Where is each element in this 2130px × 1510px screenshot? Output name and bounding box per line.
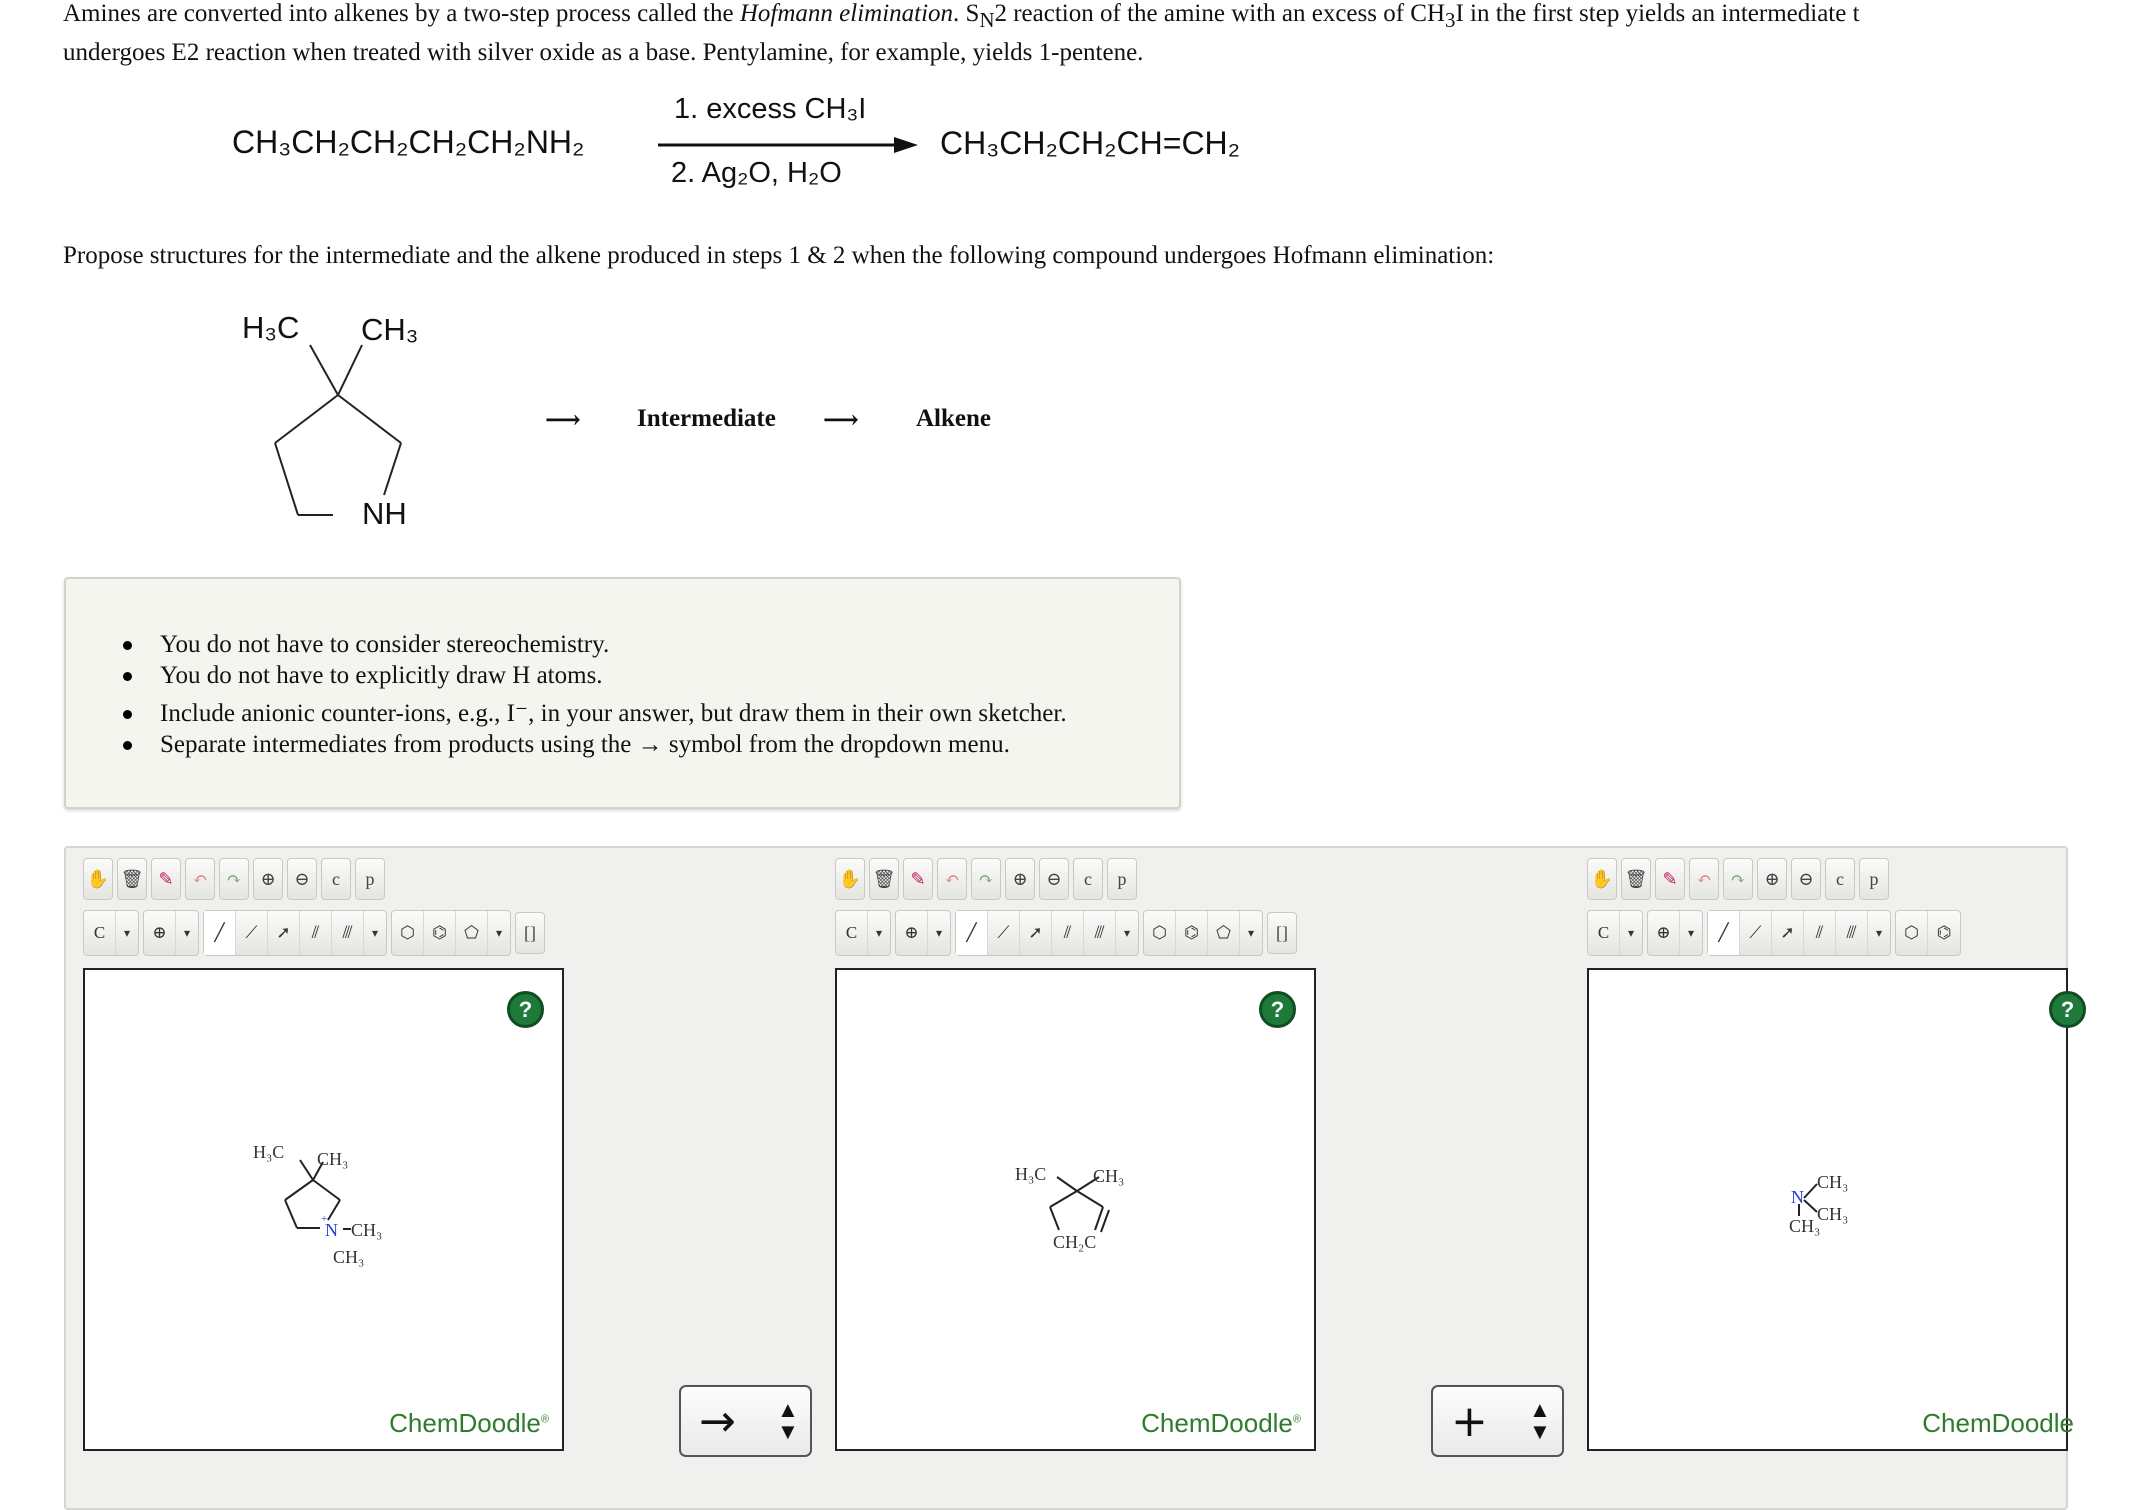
hand-icon[interactable]: ✋ <box>1587 858 1617 900</box>
bond-selector[interactable] <box>1707 910 1891 956</box>
double-bond-icon[interactable]: ⫽ <box>1804 911 1836 955</box>
clear-icon[interactable]: 🗑 <box>117 858 147 900</box>
sketcher-2 <box>818 848 1551 1498</box>
chevron-down-icon[interactable]: ▾ <box>1875 925 1883 940</box>
sketcher-1 <box>66 848 799 1498</box>
reaction-step-1: 1. excess CH₃I <box>674 93 867 125</box>
atom-label: CH₂C <box>1053 1232 1097 1252</box>
atom-label: CH₃ <box>333 1247 365 1267</box>
element-button[interactable]: C <box>1588 911 1620 955</box>
element-selector[interactable] <box>835 910 891 956</box>
wedge-bond-icon[interactable]: ⟋ <box>236 911 268 955</box>
charge-icon[interactable]: ⊕ <box>1648 911 1680 955</box>
sketcher-canvas[interactable] <box>1587 968 2075 1451</box>
charge-selector[interactable] <box>895 910 951 956</box>
clear-icon[interactable]: 🗑 <box>1621 858 1651 900</box>
bold-bond-icon[interactable]: ➚ <box>268 911 300 955</box>
atom-label: CH₃ <box>317 1149 349 1169</box>
paste-icon[interactable]: p <box>1859 858 1889 900</box>
sketcher-canvas[interactable] <box>835 968 1316 1451</box>
redo-icon[interactable]: ↷ <box>219 858 249 900</box>
triple-bond-icon[interactable]: ⫻ <box>332 911 364 955</box>
clean-icon[interactable]: c <box>1073 858 1103 900</box>
chevron-down-icon[interactable]: ▾ <box>1123 925 1131 940</box>
atom-label: CH₃ <box>1093 1166 1125 1186</box>
updown-arrows-icon: ▲ ▼ <box>1529 1397 1551 1444</box>
redo-icon[interactable]: ↷ <box>971 858 1001 900</box>
double-bond-icon[interactable]: ⫽ <box>1052 911 1084 955</box>
sketcher-toolbar-bottom <box>83 910 545 956</box>
undo-icon[interactable]: ↶ <box>1689 858 1719 900</box>
clean-icon[interactable]: c <box>1825 858 1855 900</box>
sketcher-toolbar-bottom <box>1587 910 1961 956</box>
sketcher-toolbar-top <box>835 858 1137 900</box>
chevron-down-icon[interactable]: ▾ <box>1627 925 1635 940</box>
compound-label-ch3: CH₃ <box>361 312 419 347</box>
chevron-down-icon[interactable]: ▾ <box>1247 925 1255 940</box>
intro-line-1: Amines are converted into alkenes by a two-step process called the Hofmann elimination. $S_N2$ reaction of the amine with an excess of $CH_3I$ in the first step yields an intermediate t <box>63 0 1860 32</box>
paste-icon[interactable]: p <box>1107 858 1137 900</box>
atom-label: CH₃ <box>1817 1204 1849 1224</box>
charge-icon[interactable]: ⊕ <box>896 911 928 955</box>
chemdoodle-brand: ChemDoodle® <box>1141 1408 1301 1438</box>
flow-intermediate: Intermediate <box>637 405 776 432</box>
atom-label: CH₃ <box>1789 1216 1821 1236</box>
paste-icon[interactable]: p <box>355 858 385 900</box>
triple-bond-icon[interactable]: ⫻ <box>1084 911 1116 955</box>
benzene-icon[interactable]: ⌬ <box>1176 911 1208 955</box>
updown-arrows-icon: ▲ ▼ <box>777 1397 799 1444</box>
separator-select-1[interactable] <box>679 1385 812 1457</box>
note-item: Separate intermediates from products using the → symbol from the dropdown menu. <box>123 729 1067 760</box>
hexagon-icon[interactable]: ⬡ <box>1896 911 1928 955</box>
triple-bond-icon[interactable]: ⫻ <box>1836 911 1868 955</box>
atom-label-nitrogen: N <box>1791 1187 1804 1207</box>
separator-select-2[interactable] <box>1431 1385 1564 1457</box>
charge-selector[interactable] <box>1647 910 1703 956</box>
benzene-icon[interactable]: ⌬ <box>1936 923 1952 942</box>
bold-bond-icon[interactable]: ➚ <box>1772 911 1804 955</box>
hand-icon[interactable]: ✋ <box>835 858 865 900</box>
zoom-in-icon[interactable]: ⊕ <box>1005 858 1035 900</box>
single-bond-icon[interactable]: ╱ <box>204 911 236 955</box>
chevron-down-icon[interactable]: ▾ <box>935 925 943 940</box>
note-item: You do not have to explicitly draw H atoms. <box>123 660 1067 691</box>
eraser-icon[interactable]: ✎ <box>903 858 933 900</box>
element-button[interactable]: C <box>84 911 116 955</box>
flow-alkene: Alkene <box>916 405 991 432</box>
element-selector[interactable] <box>83 910 139 956</box>
separator-value: + <box>1451 1395 1488 1447</box>
atom-label: CH₃ <box>351 1220 383 1240</box>
element-selector[interactable] <box>1587 910 1643 956</box>
atom-label: CH₃ <box>1817 1172 1849 1192</box>
charge-icon[interactable]: ⊕ <box>144 911 176 955</box>
ring-selector[interactable] <box>1143 910 1263 956</box>
intro-line-2: undergoes E2 reaction when treated with silver oxide as a base. Pentylamine, for example, yields 1-pentene. <box>63 39 1144 66</box>
zoom-out-icon[interactable]: ⊖ <box>287 858 317 900</box>
molecule-drawing <box>837 970 1314 1449</box>
double-bond-icon[interactable]: ⫽ <box>300 911 332 955</box>
atom-label-nitrogen: N <box>325 1220 338 1240</box>
sketcher-toolbar-top <box>1587 858 1889 900</box>
ring-selector[interactable] <box>391 910 511 956</box>
zoom-in-icon[interactable]: ⊕ <box>1757 858 1787 900</box>
clean-icon[interactable]: c <box>321 858 351 900</box>
example-reactant: CH₃CH₂CH₂CH₂CH₂NH₂ <box>232 124 585 160</box>
chemdoodle-brand: ChemDoodle® <box>389 1408 549 1438</box>
help-icon[interactable]: ? <box>507 991 544 1028</box>
note-item: You do not have to consider stereochemistry. <box>123 629 1067 660</box>
reaction-step-2: 2. Ag₂O, H₂O <box>671 157 842 189</box>
sketcher-toolbar-bottom <box>835 910 1297 956</box>
flow-arrow-1: ⟶ <box>545 407 581 434</box>
instructions-box <box>64 577 1181 809</box>
reaction-arrow <box>658 133 918 157</box>
chevron-down-icon[interactable]: ▾ <box>123 925 131 940</box>
sketcher-canvas[interactable] <box>83 968 564 1451</box>
note-item: Include anionic counter-ions, e.g., I⁻, in your answer, but draw them in their own sketcher. <box>123 698 1067 729</box>
chemdoodle-brand: ChemDoodle <box>1922 1408 2074 1438</box>
compound-label-nh: NH <box>362 496 407 531</box>
undo-icon[interactable]: ↶ <box>185 858 215 900</box>
molecule-drawing <box>85 970 562 1449</box>
single-bond-icon[interactable]: ╱ <box>956 911 988 955</box>
redo-icon[interactable]: ↷ <box>1723 858 1753 900</box>
chevron-down-icon[interactable]: ▾ <box>875 925 883 940</box>
molecule-drawing <box>1589 970 2066 1449</box>
clear-icon[interactable]: 🗑 <box>869 858 899 900</box>
sketcher-3 <box>1570 848 2130 1498</box>
zoom-in-icon[interactable]: ⊕ <box>253 858 283 900</box>
help-icon[interactable]: ? <box>1259 991 1296 1028</box>
atom-label: H₃C <box>1015 1164 1047 1184</box>
pentagon-icon[interactable]: ⬠ <box>1208 911 1240 955</box>
chevron-down-icon[interactable]: ▾ <box>1687 925 1695 940</box>
charge-selector[interactable] <box>143 910 199 956</box>
hand-icon[interactable]: ✋ <box>83 858 113 900</box>
bond-selector[interactable] <box>203 910 387 956</box>
eraser-icon[interactable]: ✎ <box>151 858 181 900</box>
benzene-icon[interactable]: ⌬ <box>424 911 456 955</box>
question-text: Propose structures for the intermediate and the alkene produced in steps 1 & 2 when the following compound undergoes Hofmann elimination: <box>63 242 1495 269</box>
sketcher-toolbar-top <box>83 858 385 900</box>
chevron-down-icon[interactable]: ▾ <box>183 925 191 940</box>
help-icon[interactable]: ? <box>2049 991 2086 1028</box>
wedge-bond-icon[interactable]: ⟋ <box>988 911 1020 955</box>
chevron-down-icon[interactable]: ▾ <box>495 925 503 940</box>
zoom-out-icon[interactable]: ⊖ <box>1039 858 1069 900</box>
bold-bond-icon[interactable]: ➚ <box>1020 911 1052 955</box>
bond-selector[interactable] <box>955 910 1139 956</box>
ring-selector[interactable] <box>1895 910 1961 956</box>
zoom-out-icon[interactable]: ⊖ <box>1791 858 1821 900</box>
hexagon-icon[interactable]: ⬡ <box>392 911 424 955</box>
separator-value: → <box>699 1395 736 1447</box>
hexagon-icon[interactable]: ⬡ <box>1144 911 1176 955</box>
single-bond-icon[interactable]: ╱ <box>1708 911 1740 955</box>
element-button[interactable]: C <box>836 911 868 955</box>
example-product: CH₃CH₂CH₂CH=CH₂ <box>940 125 1241 161</box>
bracket-button[interactable]: [] <box>515 912 545 954</box>
charge-label: + <box>321 1213 328 1225</box>
eraser-icon[interactable]: ✎ <box>1655 858 1685 900</box>
chevron-down-icon[interactable]: ▾ <box>371 925 379 940</box>
wedge-bond-icon[interactable]: ⟋ <box>1740 911 1772 955</box>
compound-label-h3c: H₃C <box>242 310 300 345</box>
atom-label: H₃C <box>253 1142 285 1162</box>
bracket-button[interactable]: [] <box>1267 912 1297 954</box>
flow-arrow-2: ⟶ <box>823 407 859 434</box>
sketcher-panel <box>64 846 2075 1510</box>
pentagon-icon[interactable]: ⬠ <box>456 911 488 955</box>
undo-icon[interactable]: ↶ <box>937 858 967 900</box>
